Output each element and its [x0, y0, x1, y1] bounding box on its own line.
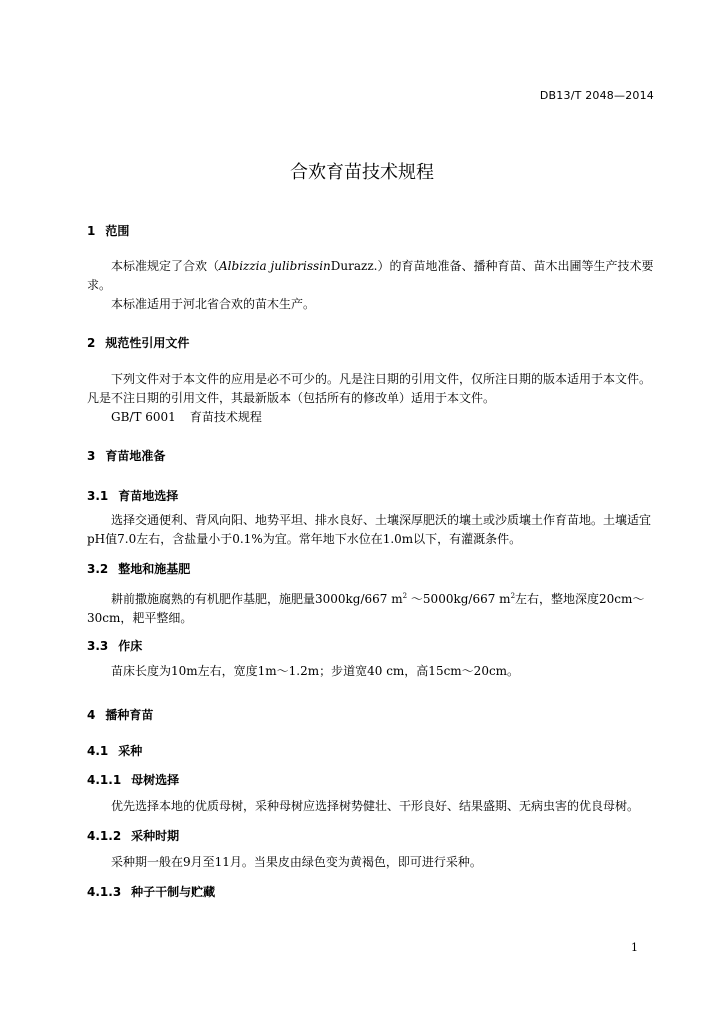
section-number: 1	[87, 224, 96, 238]
section-title: 种子干制与贮藏	[131, 885, 216, 899]
section-number: 3.2	[87, 562, 109, 576]
section-title: 采种时期	[131, 829, 180, 843]
section-number: 3	[87, 449, 96, 463]
scope-paragraph	[87, 257, 657, 295]
section-4-1-heading	[87, 742, 142, 759]
section-number: 3.3	[87, 639, 109, 653]
page-number: 1	[631, 941, 638, 954]
section-3-heading	[87, 447, 165, 464]
document-code: DB13/T 2048—2014	[539, 89, 654, 102]
section-3-1-heading	[87, 487, 178, 504]
superscript: 2	[510, 592, 516, 600]
section-number: 4.1.1	[87, 773, 122, 787]
fertilizer-text-a: 耕前撒施腐熟的有机肥作基肥，施肥量3000kg/667 m	[111, 592, 403, 606]
fertilizer-text-c: 左右，整地深度20cm～30cm，耙平整细。	[87, 592, 645, 625]
section-title: 母树选择	[131, 773, 180, 787]
section-title: 整地和施基肥	[118, 562, 191, 576]
mother-tree-paragraph: 优先选择本地的优质母树，采种母树应选择树势健壮、干形良好、结果盛期、无病虫害的优良母树。	[111, 799, 640, 813]
section-number: 4	[87, 708, 96, 722]
superscript: 2	[402, 592, 408, 600]
bed-paragraph: 苗床长度为10m左右，宽度1m～1.2m；步道宽40 cm，高15cm～20cm。	[111, 664, 520, 678]
fertilizer-paragraph	[87, 587, 657, 628]
section-number: 3.1	[87, 489, 109, 503]
scope-text-b: Durazz.）的育苗地准备、播种育苗、苗木出圃等生产技术要求。	[87, 259, 654, 292]
section-title: 作床	[118, 639, 143, 653]
section-title: 采种	[118, 744, 143, 758]
fertilizer-text-b: ～5000kg/667 m	[407, 592, 511, 606]
section-1-heading	[87, 222, 129, 239]
applicability-paragraph: 本标准适用于河北省合欢的苗木生产。	[111, 297, 316, 311]
reference-title: 育苗技术规程	[189, 410, 262, 424]
section-title: 播种育苗	[105, 708, 154, 722]
section-number: 4.1.2	[87, 829, 122, 843]
reference-item	[87, 408, 657, 427]
section-4-1-1-heading	[87, 771, 179, 788]
section-3-2-heading	[87, 560, 190, 577]
site-selection-paragraph: 选择交通便利、背风向阳、地势平坦、排水良好、土壤深厚肥沃的壤土或沙质壤土作育苗地。土壤适宜pH值7.0左右，含盐量小于0.1%为宜。常年地下水位在1.0m以下，有灌溉条件。	[87, 513, 652, 546]
section-title: 育苗地选择	[118, 489, 179, 503]
scope-text-a: 本标准规定了合欢（	[111, 259, 220, 273]
section-title: 规范性引用文件	[105, 336, 190, 350]
section-2-heading	[87, 334, 189, 351]
section-4-heading	[87, 706, 153, 723]
section-number: 4.1.3	[87, 885, 122, 899]
section-number: 2	[87, 336, 96, 350]
section-3-3-heading	[87, 637, 142, 654]
section-title: 育苗地准备	[105, 449, 166, 463]
harvest-time-paragraph: 采种期一般在9月至11月。当果皮由绿色变为黄褐色，即可进行采种。	[111, 855, 482, 869]
document-title: 合欢育苗技术规程	[290, 162, 434, 183]
latin-name: Albizzia julibrissin	[219, 259, 331, 273]
section-number: 4.1	[87, 744, 109, 758]
references-paragraph: 下列文件对于本文件的应用是必不可少的。凡是注日期的引用文件，仅所注日期的版本适用于本文件。凡是不注日期的引用文件，其最新版本（包括所有的修改单）适用于本文件。	[87, 372, 652, 405]
reference-code: GB/T 6001	[111, 410, 176, 424]
section-4-1-3-heading	[87, 883, 215, 900]
section-4-1-2-heading	[87, 827, 179, 844]
section-title: 范围	[105, 224, 130, 238]
